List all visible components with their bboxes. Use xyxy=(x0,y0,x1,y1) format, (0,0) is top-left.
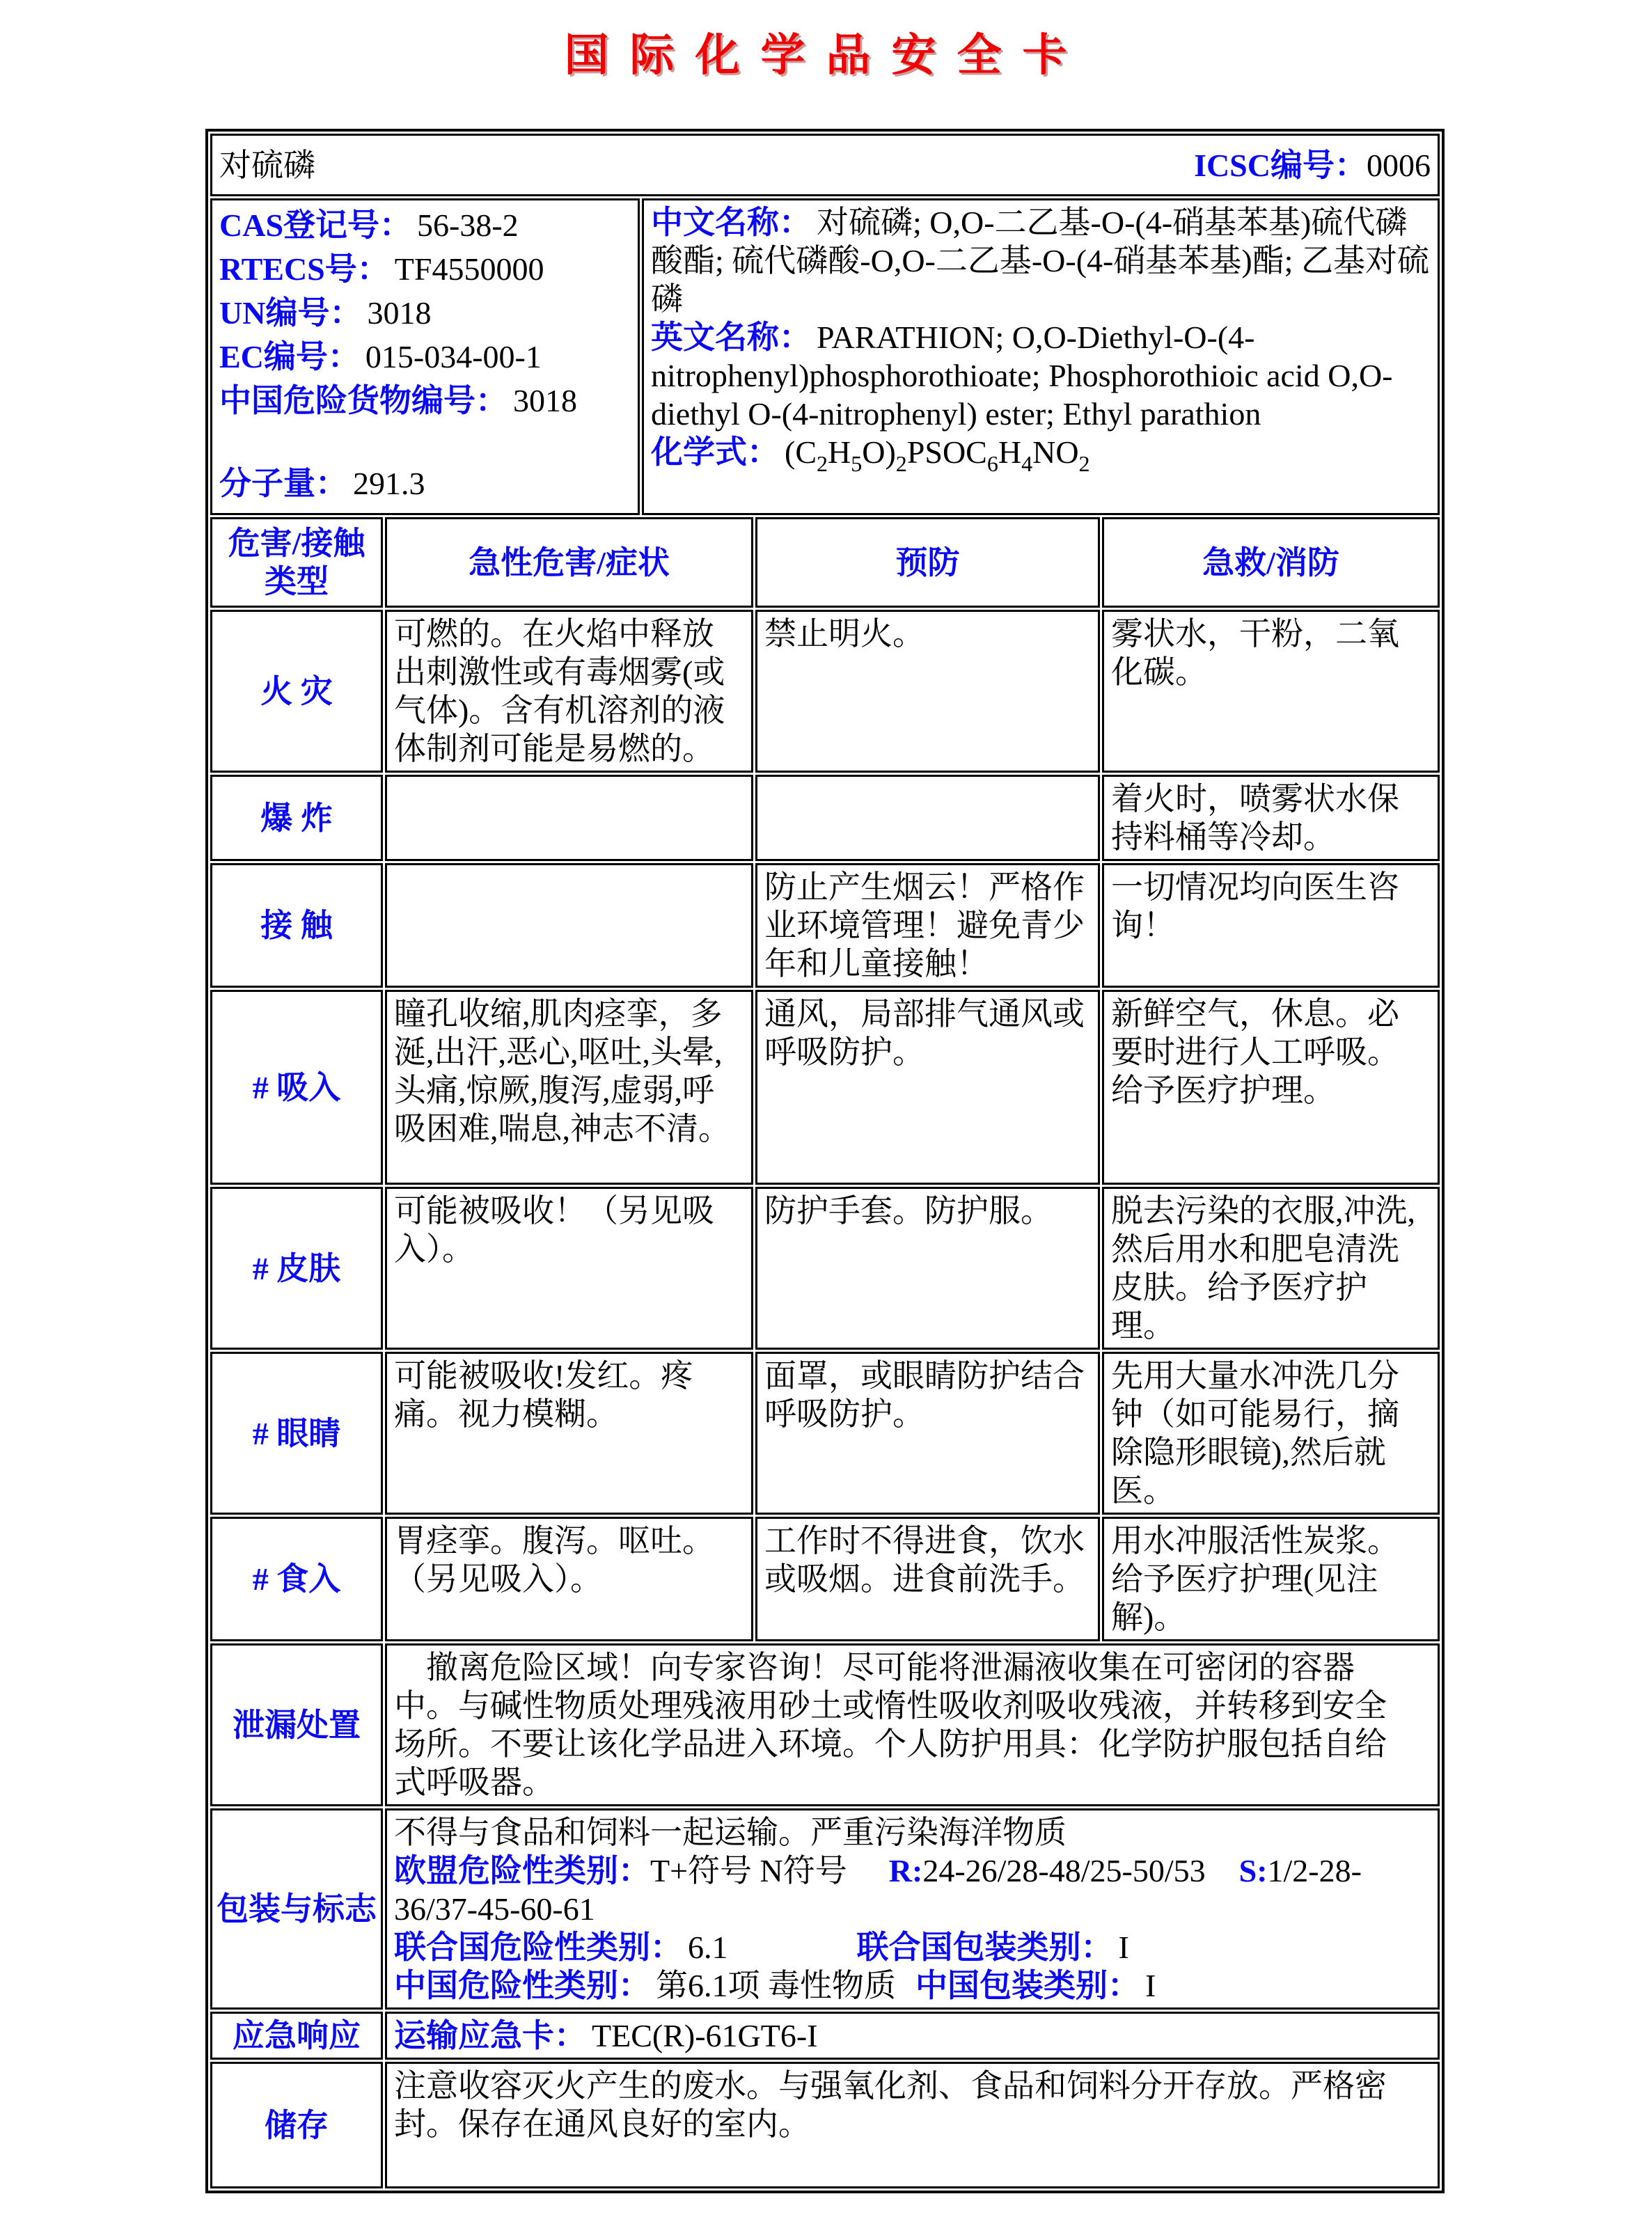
skin-prevention-cell: 防护手套。防护服。 xyxy=(755,1187,1100,1350)
ec-number-line xyxy=(219,335,631,379)
row-label-eyes: # 眼睛 xyxy=(210,1352,383,1515)
transport-card-label: 运输应急卡： xyxy=(394,2018,586,2053)
hazard-row-skin xyxy=(210,1187,1440,1350)
storage-text-cell: 注意收容灭火产生的废水。与强氧化剂、食品和饲料分开存放。严格密封。保存在通风良好的室内。 xyxy=(385,2062,1440,2188)
ec-label: EC编号： xyxy=(219,339,360,374)
eu-class-value: T+符号 N符号 xyxy=(650,1853,847,1888)
molecular-weight-label: 分子量： xyxy=(219,466,347,501)
ingestion-symptoms-cell: 胃痉挛。腹泻。呕吐。（另见吸入）。 xyxy=(385,1517,753,1641)
chinese-name-paragraph xyxy=(651,203,1431,318)
molecular-weight-line xyxy=(219,461,631,505)
china-pack-value: I xyxy=(1145,1968,1156,2003)
exposure-prevention-cell: 防止产生烟云！严格作业环境管理！避免青少年和儿童接触！ xyxy=(755,863,1100,988)
ingestion-prevention-cell: 工作时不得进食，饮水或吸烟。进食前洗手。 xyxy=(755,1517,1100,1641)
chemical-formula-label: 化学式： xyxy=(651,434,779,470)
identity-row xyxy=(210,198,1440,515)
row-label-ingestion: # 食入 xyxy=(210,1517,383,1641)
un-label: UN编号： xyxy=(219,295,362,331)
un-pack-label: 联合国包装类别： xyxy=(856,1930,1113,1965)
icsc-number-value: 0006 xyxy=(1367,147,1431,183)
un-class-label: 联合国危险性类别： xyxy=(394,1930,682,1965)
english-name-label: 英文名称： xyxy=(651,319,811,355)
english-name-value: PARATHION; O,O-Diethyl-O-(4-nitrophenyl)phosphorothioate; Phosphorothioic acid O,O-diethyl O-(4-nitrophenyl) ester; Ethyl parathion xyxy=(651,319,1393,432)
hazard-row-exposure xyxy=(210,863,1440,988)
s-phrases-label: S: xyxy=(1238,1853,1268,1888)
rtecs-number-line xyxy=(219,247,631,291)
transport-card-value: TEC(R)-61GT6-I xyxy=(592,2018,818,2053)
un-value: 3018 xyxy=(367,295,432,331)
icsc-number-label: ICSC编号： xyxy=(1194,147,1367,183)
row-label-explosion: 爆 炸 xyxy=(210,775,383,861)
page-title: 国际化学品安全卡 xyxy=(564,31,1088,80)
packaging-row xyxy=(210,1808,1440,2010)
card-header-cell xyxy=(210,134,1440,196)
hazard-row-explosion xyxy=(210,775,1440,861)
cas-number-line xyxy=(219,203,631,247)
eyes-prevention-cell: 面罩，或眼睛防护结合呼吸防护。 xyxy=(755,1352,1100,1515)
fire-prevention-cell: 禁止明火。 xyxy=(755,610,1100,773)
packaging-china-line xyxy=(394,1966,1396,2005)
un-class-value: 6.1 xyxy=(688,1930,728,1965)
inhalation-symptoms-cell: 瞳孔收缩,肌肉痉挛，多涎,出汗,恶心,呕吐,头晕,头痛,惊厥,腹泻,虚弱,呼吸困难,喘息,神志不清。 xyxy=(385,990,753,1185)
explosion-symptoms-cell xyxy=(385,775,753,861)
safety-card xyxy=(205,129,1445,2193)
row-label-spill: 泄漏处置 xyxy=(210,1643,383,1806)
row-label-inhalation: # 吸入 xyxy=(210,990,383,1185)
inhalation-prevention-cell: 通风，局部排气通风或呼吸防护。 xyxy=(755,990,1100,1185)
un-pack-value: I xyxy=(1118,1930,1129,1965)
storage-row xyxy=(210,2062,1440,2188)
ec-value: 015-034-00-1 xyxy=(365,339,542,374)
hazard-row-eyes xyxy=(210,1352,1440,1515)
identifiers-cell xyxy=(210,198,640,515)
s-phrases-value: 1/2-28-36/37-45-60-61 xyxy=(394,1853,1362,1927)
hazard-row-ingestion xyxy=(210,1517,1440,1641)
china-dg-label: 中国危险货物编号： xyxy=(219,383,508,418)
rtecs-value: TF4550000 xyxy=(394,251,544,287)
spill-text-cell: 撤离危险区域！向专家咨询！尽可能将泄漏液收集在可密闭的容器中。与碱性物质处理残液用砂土或惰性吸收剂吸收残液，并转移到安全场所。不要让该化学品进入环境。个人防护用具：化学防护服包括自给式呼吸器。 xyxy=(385,1643,1440,1806)
china-dg-value: 3018 xyxy=(513,383,577,418)
formula-paragraph xyxy=(651,433,1431,476)
china-pack-label: 中国包装类别： xyxy=(915,1968,1140,2003)
r-phrases-value: 24-26/28-48/25-50/53 xyxy=(922,1853,1206,1888)
icsc-number xyxy=(1194,146,1431,184)
chemical-formula-value: $(C_2H_5O)_2PSOC_6H_4NO_2$ xyxy=(785,434,1090,476)
un-number-line xyxy=(219,291,631,335)
exposure-symptoms-cell xyxy=(385,863,753,988)
row-label-skin: # 皮肤 xyxy=(210,1187,383,1350)
emergency-row xyxy=(210,2012,1440,2060)
ingestion-response-cell: 用水冲服活性炭浆。给予医疗护理(见注解)。 xyxy=(1102,1517,1440,1641)
eu-class-label: 欧盟危险性类别： xyxy=(394,1853,650,1888)
skin-symptoms-cell: 可能被吸收！（另见吸入）。 xyxy=(385,1187,753,1350)
inhalation-response-cell: 新鲜空气，休息。必要时进行人工呼吸。给予医疗护理。 xyxy=(1102,990,1440,1185)
emergency-text-cell xyxy=(385,2012,1440,2060)
header-symptoms: 急性危害/症状 xyxy=(385,517,753,608)
china-class-value: 第6.1项 毒性物质 xyxy=(656,1968,896,2003)
row-label-exposure: 接 触 xyxy=(210,863,383,988)
chemical-name: 对硫磷 xyxy=(219,147,315,183)
row-label-fire: 火 灾 xyxy=(210,610,383,773)
chinese-name-label: 中文名称： xyxy=(651,205,811,240)
hazard-header-row xyxy=(210,517,1440,608)
eyes-response-cell: 先用大量水冲洗几分钟（如可能易行，摘除隐形眼镜),然后就医。 xyxy=(1102,1352,1440,1515)
skin-response-cell: 脱去污染的衣服,冲洗,然后用水和肥皂清洗皮肤。给予医疗护理。 xyxy=(1102,1187,1440,1350)
chinese-name-value: 对硫磷; O,O-二乙基-O-(4-硝基苯基)硫代磷酸酯; 硫代磷酸-O,O-二乙基-O-(4-硝基苯基)酯; 乙基对硫磷 xyxy=(651,205,1429,317)
molecular-weight-value: 291.3 xyxy=(353,466,425,501)
cas-value: 56-38-2 xyxy=(417,207,519,243)
explosion-response-cell: 着火时，喷雾状水保持料桶等冷却。 xyxy=(1102,775,1440,861)
eyes-symptoms-cell: 可能被吸收!发红。疼痛。视力模糊。 xyxy=(385,1352,753,1515)
packaging-transport-note: 不得与食品和饲料一起运输。严重污染海洋物质 xyxy=(394,1815,1067,1850)
names-cell xyxy=(642,198,1440,515)
china-class-label: 中国危险性类别： xyxy=(394,1968,650,2003)
explosion-prevention-cell xyxy=(755,775,1100,861)
english-name-paragraph xyxy=(651,318,1431,433)
packaging-text-cell xyxy=(385,1808,1440,2010)
row-label-packaging: 包装与标志 xyxy=(210,1808,383,2010)
exposure-response-cell: 一切情况均向医生咨询！ xyxy=(1102,863,1440,988)
card-header-row xyxy=(210,134,1440,196)
cas-label: CAS登记号： xyxy=(219,207,412,243)
packaging-un-line xyxy=(394,1928,1396,1966)
rtecs-label: RTECS号： xyxy=(219,251,389,287)
header-first-aid: 急救/消防 xyxy=(1102,517,1440,608)
china-dg-number-line xyxy=(219,379,631,423)
row-label-emergency: 应急响应 xyxy=(210,2012,383,2060)
spill-row xyxy=(210,1643,1440,1806)
fire-response-cell: 雾状水，干粉，二氧化碳。 xyxy=(1102,610,1440,773)
packaging-eu-line xyxy=(394,1852,1396,1928)
hazard-row-fire xyxy=(210,610,1440,773)
hazard-row-inhalation xyxy=(210,990,1440,1185)
header-hazard-type: 危害/接触类型 xyxy=(210,517,383,608)
row-label-storage: 储存 xyxy=(210,2062,383,2188)
fire-symptoms-cell: 可燃的。在火焰中释放出刺激性或有毒烟雾(或气体)。含有机溶剂的液体制剂可能是易燃的。 xyxy=(385,610,753,773)
r-phrases-label: R: xyxy=(888,1853,923,1888)
header-prevention: 预防 xyxy=(755,517,1100,608)
